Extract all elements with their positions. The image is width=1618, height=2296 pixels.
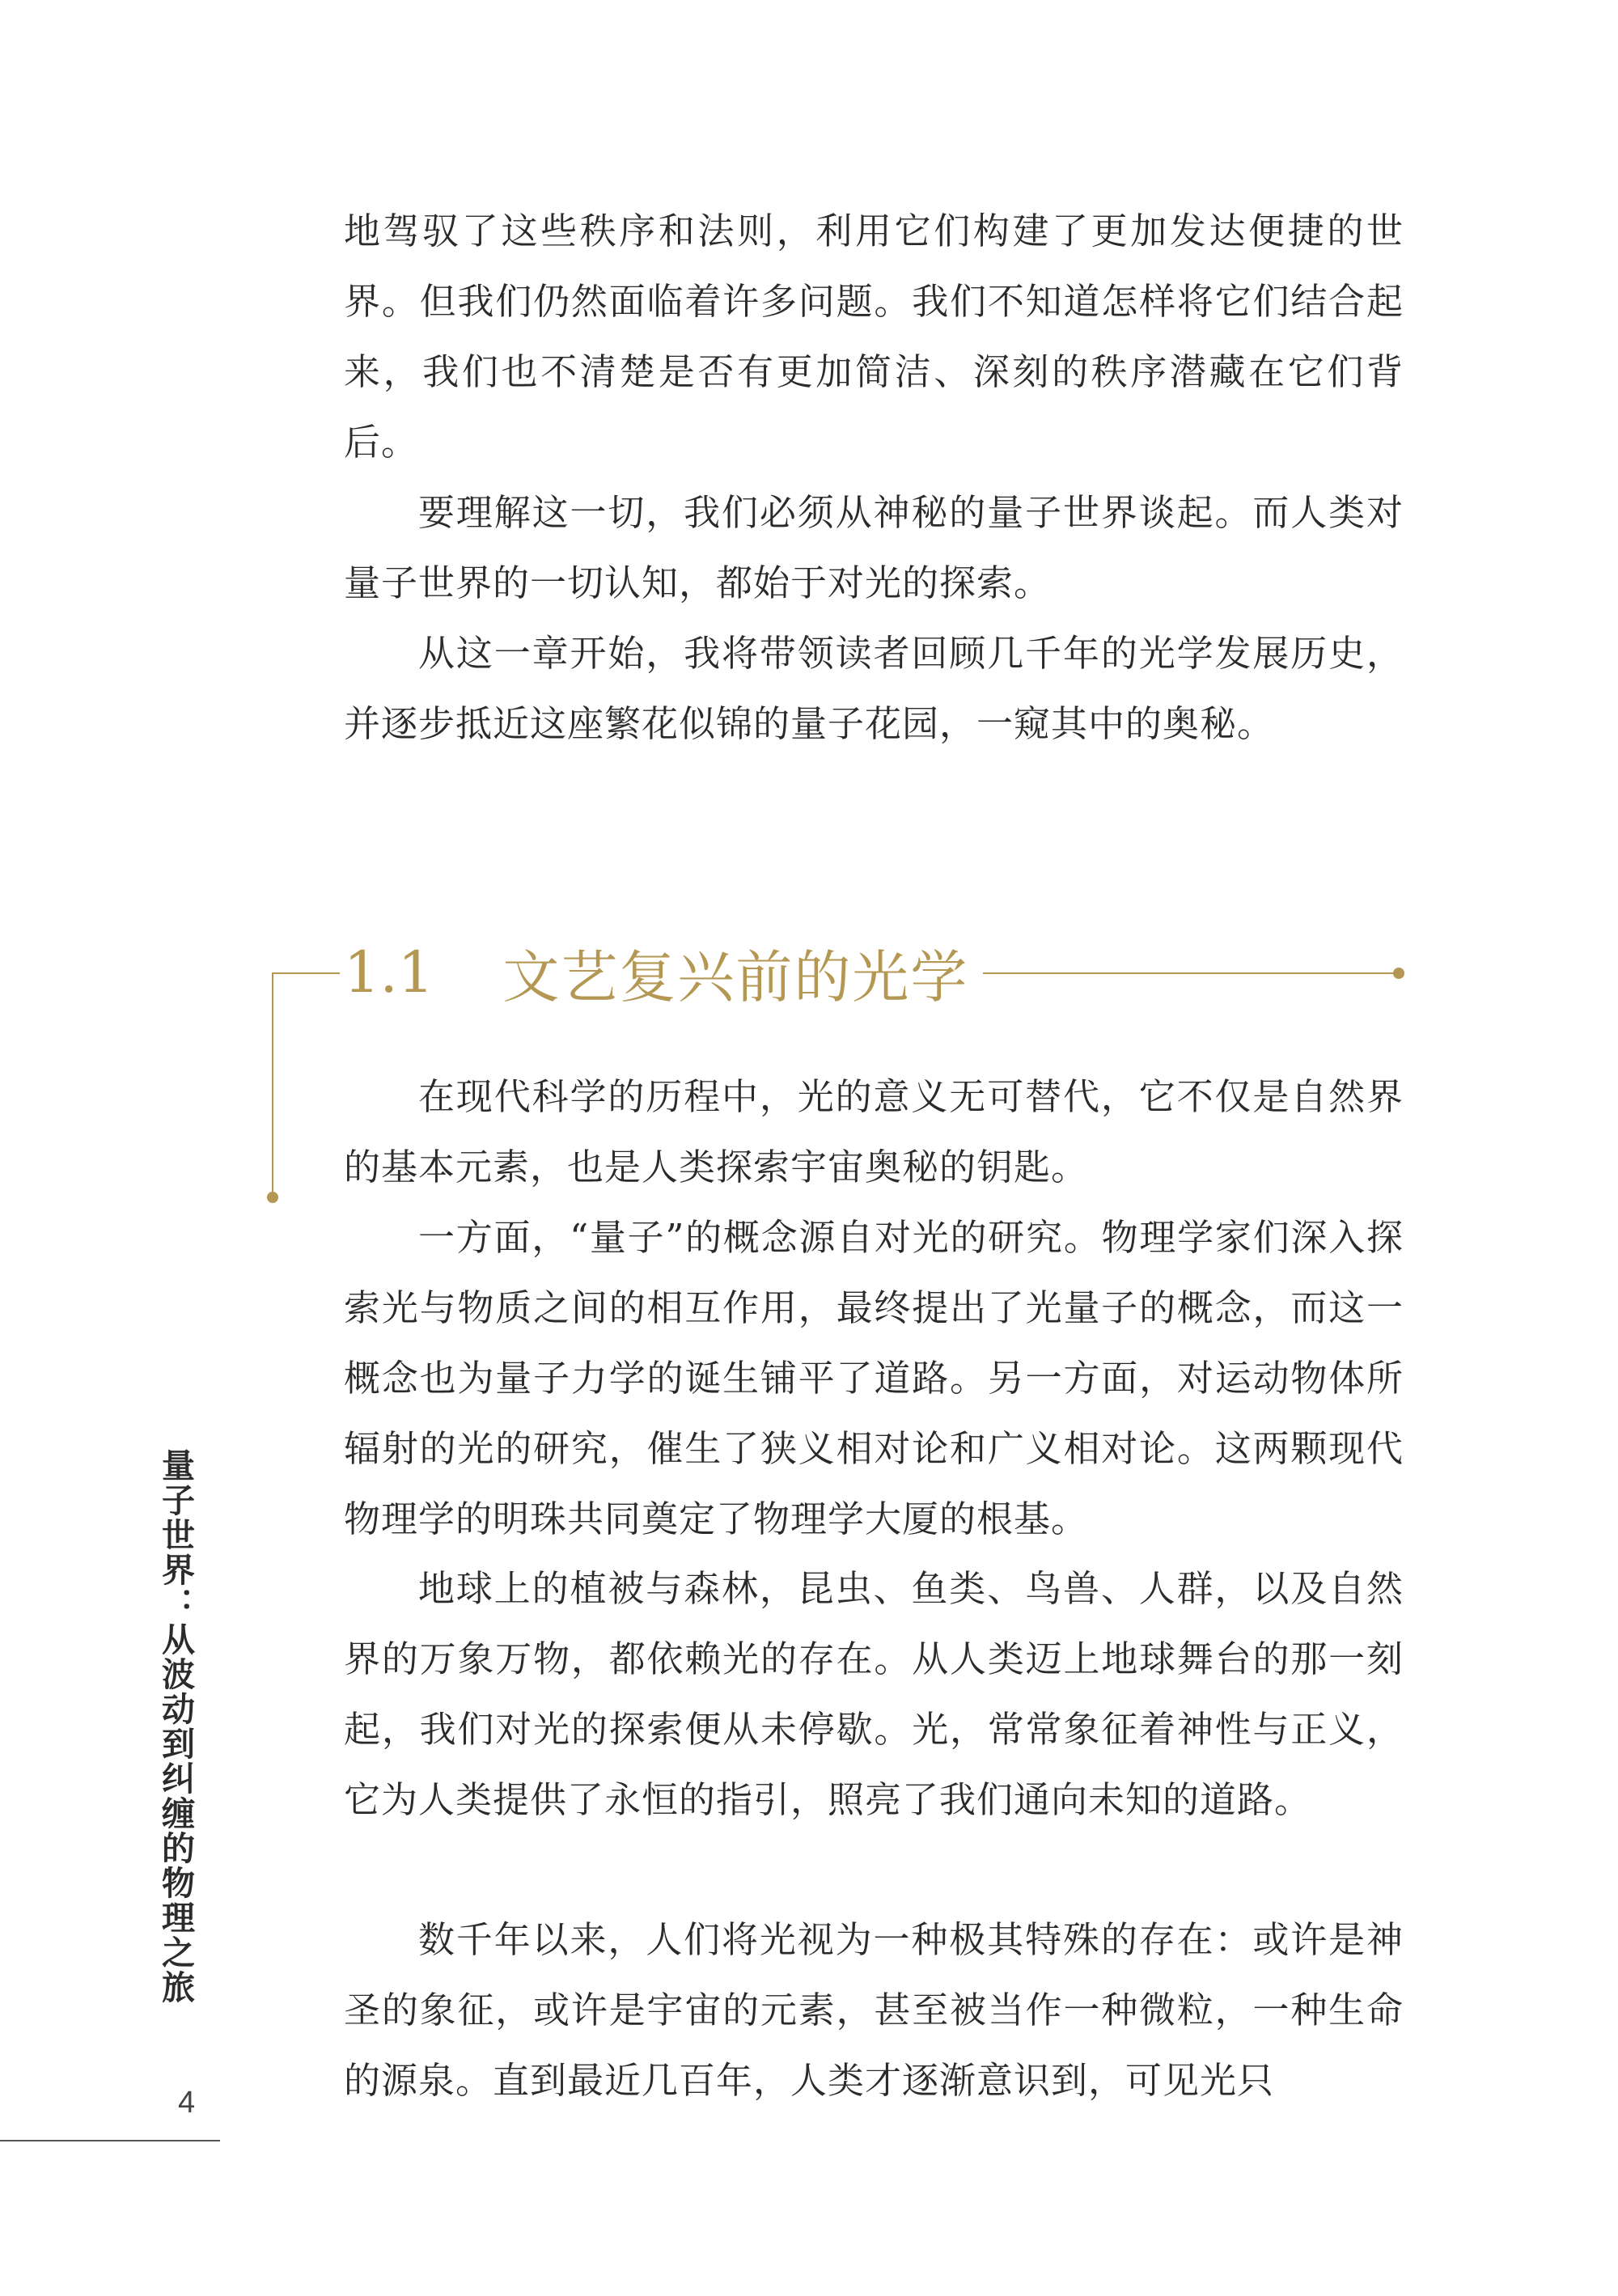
paragraph-continued: 地驾驭了这些秩序和法则，利用它们构建了更加发达便捷的世界。但我们仍然面临着许多问题。我们不知道怎样将它们结合起来，我们也不清楚是否有更加简洁、深刻的秩序潜藏在它们背后。: [344, 210, 1404, 464]
paragraph: 在现代科学的历程中，光的意义无可替代，它不仅是自然界的基本元素，也是人类探索宇宙奥秘的钥匙。: [344, 1075, 1404, 1188]
footer-rule: [0, 2140, 220, 2141]
running-book-title: 量子世界：从波动到纠缠的物理之旅: [156, 1448, 195, 2005]
section-number: 1.1: [344, 939, 434, 1006]
paragraph: 从这一章开始，我将带领读者回顾几千年的光学发展历史，并逐步抵近这座繁花似锦的量子花园，一窥其中的奥秘。: [344, 632, 1404, 745]
section-title: 文艺复兴前的光学: [502, 943, 969, 1010]
heading-right-rule: [983, 972, 1396, 974]
page-number: 4: [178, 2086, 196, 2120]
heading-vertical-rule: [272, 972, 273, 1197]
paragraph: 要理解这一切，我们必须从神秘的量子世界谈起。而人类对量子世界的一切认知，都始于对光的探索。: [344, 491, 1404, 604]
section-heading: [344, 936, 968, 1009]
heading-rule-dot-right: [1393, 968, 1404, 979]
heading-left-rule: [272, 972, 340, 974]
heading-rule-dot-bottom: [267, 1192, 278, 1203]
paragraph: 地球上的植被与森林，昆虫、鱼类、鸟兽、人群，以及自然界的万象万物，都依赖光的存在。从人类迈上地球舞台的那一刻起，我们对光的探索便从未停歇。光，常常象征着神性与正义，它为人类提供了永恒的指引，照亮了我们通向未知的道路。: [344, 1567, 1404, 1821]
paragraph: 数千年以来，人们将光视为一种极其特殊的存在：或许是神圣的象征，或许是宇宙的元素，甚至被当作一种微粒，一种生命的源泉。直到最近几百年，人类才逐渐意识到，可见光只: [344, 1918, 1404, 2102]
paragraph: 一方面，“量子”的概念源自对光的研究。物理学家们深入探索光与物质之间的相互作用，最终提出了光量子的概念，而这一概念也为量子力学的诞生铺平了道路。另一方面，对运动物体所辐射的光的研究，催生了狭义相对论和广义相对论。这两颗现代物理学的明珠共同奠定了物理学大厦的根基。: [344, 1216, 1404, 1540]
